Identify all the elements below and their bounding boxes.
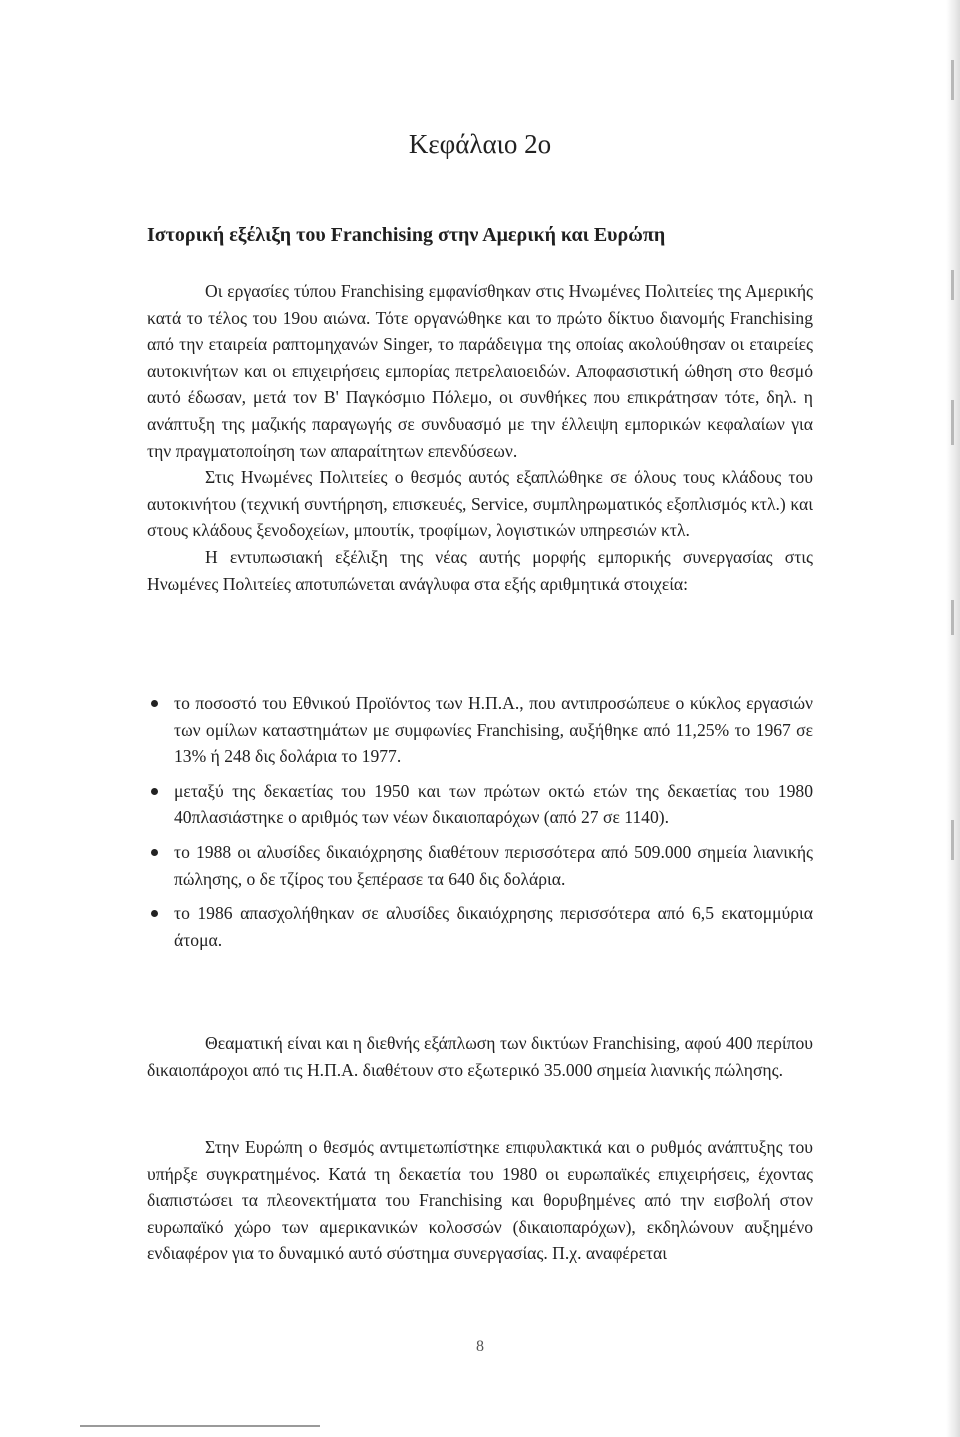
chapter-title: Κεφάλαιο 2ο [408,129,552,159]
statistics-bullet-list [147,690,813,961]
body-section-europe [147,1134,813,1267]
paragraph: Η εντυπωσιακή εξέλιξη της νέας αυτής μορφής εμπορικής συνεργασίας στις Ηνωμένες Πολιτείες αποτυπώνεται ανάγλυφα στα εξής αριθμητικά στοιχεία: [147,546,813,594]
bullet-text: μεταξύ της δεκαετίας του 1950 και των πρώτων οκτώ ετών της δεκαετίας του 1980 40πλασιάστηκε ο αριθμός των νέων δικαιοπαρόχων (από 27 σε 1140). [174,780,813,828]
paragraph: Οι εργασίες τύπου Franchising εμφανίσθηκαν στις Ηνωμένες Πολιτείες της Αμερικής κατά το τέλος του 19ου αιώνα. Τότε οργανώθηκε και το πρώτο δίκτυο διανομής Franchising από την εταιρεία ραπτομηχανών Singer, το παράδειγμα της οποίας ακολούθησαν οι εταιρείες αυτοκινήτων και οι επιχειρήσεις εμπορίας πετρελαιοειδών. Αποφασιστική ώθηση στο θεσμό αυτό έδωσαν, μετά τον Β' Παγκόσμιο Πόλεμο, οι συνθήκες που επικράτησαν τότε, δηλ. η ανάπτυξη της μαζικής παραγωγής σε συνδυασμό με την έλλειψη εμπορικών κεφαλαίων για την πραγματοποίηση των απαραίτητων επενδύσεων. [147,281,813,461]
bullet-item [147,690,813,770]
bullet-text: το ποσοστό του Εθνικού Προϊόντος των Η.Π.Α., που αντιπροσώπευε ο κύκλος εργασιών των ομίλων καταστημάτων με συμφωνίες Franchising, αυξήθηκε από 11,25% το 1967 σε 13% ή 248 δις δολάρια το 1977. [174,693,813,767]
paragraph: Στην Ευρώπη ο θεσμός αντιμετωπίστηκε επιφυλακτικά και ο ρυθμός ανάπτυξης του υπήρξε συγκρατημένος. Κατά τη δεκαετία του 1980 οι ευρωπαϊκές επιχειρήσεις, έχοντας διαπιστώσει τα πλεονεκτήματα του Franchising και θορυβημένες από την εισβολή στον ευρωπαϊκό χώρο των αμερικανικών κολοσσών (δικαιοπαρόχων), εκδηλώνουν αυξημένο ενδιαφέρον για το δυναμικό αυτό σύστημα συνεργασίας. Π.χ. αναφέρεται [147,1137,813,1264]
bullet-text: το 1986 απασχολήθηκαν σε αλυσίδες δικαιόχρησης περισσότερα από 6,5 εκατομμύρια άτομα. [174,903,813,950]
bullet-icon [151,700,158,707]
scan-edge-shadow [946,0,960,1437]
section-heading: Ιστορική εξέλιξη του Franchising στην Αμερική και Ευρώπη [147,224,666,246]
body-section-international [147,1030,813,1083]
scan-artifact [951,600,954,635]
paragraph: Στις Ηνωμένες Πολιτείες ο θεσμός αυτός εξαπλώθηκε σε όλους τους κλάδους του αυτοκινήτου (τεχνική συντήρηση, επισκευές, Service, συμπληρωματικός εξοπλισμός κτλ.) και στους κλάδους ξενοδοχείων, μπουτίκ, τροφίμων, λογιστικών υπηρεσιών κτλ. [147,467,813,541]
paragraph: Θεαματική είναι και η διεθνής εξάπλωση των δικτύων Franchising, αφού 400 περίπου δικαιοπάροχοι από τις Η.Π.Α. διαθέτουν στο εξωτερικό 35.000 σημεία λιανικής πώλησης. [147,1033,813,1080]
scan-artifact-bottom [80,1425,320,1427]
body-section-intro [147,278,813,597]
scan-artifact [951,400,954,445]
bullet-text: το 1988 οι αλυσίδες δικαιόχρησης διαθέτουν περισσότερα από 509.000 σημεία λιανικής πώλησης, ο δε τζίρος του ξεπέρασε τα 640 δις δολάρια. [174,841,813,889]
scan-artifact [951,60,954,100]
bullet-icon [151,849,158,856]
bullet-item [147,900,813,953]
bullet-icon [151,788,158,795]
bullet-item [147,839,813,892]
scan-artifact [951,270,954,300]
scan-artifact [951,820,954,860]
bullet-item [147,778,813,831]
bullet-icon [151,910,158,917]
page-number: 8 [476,1338,484,1355]
